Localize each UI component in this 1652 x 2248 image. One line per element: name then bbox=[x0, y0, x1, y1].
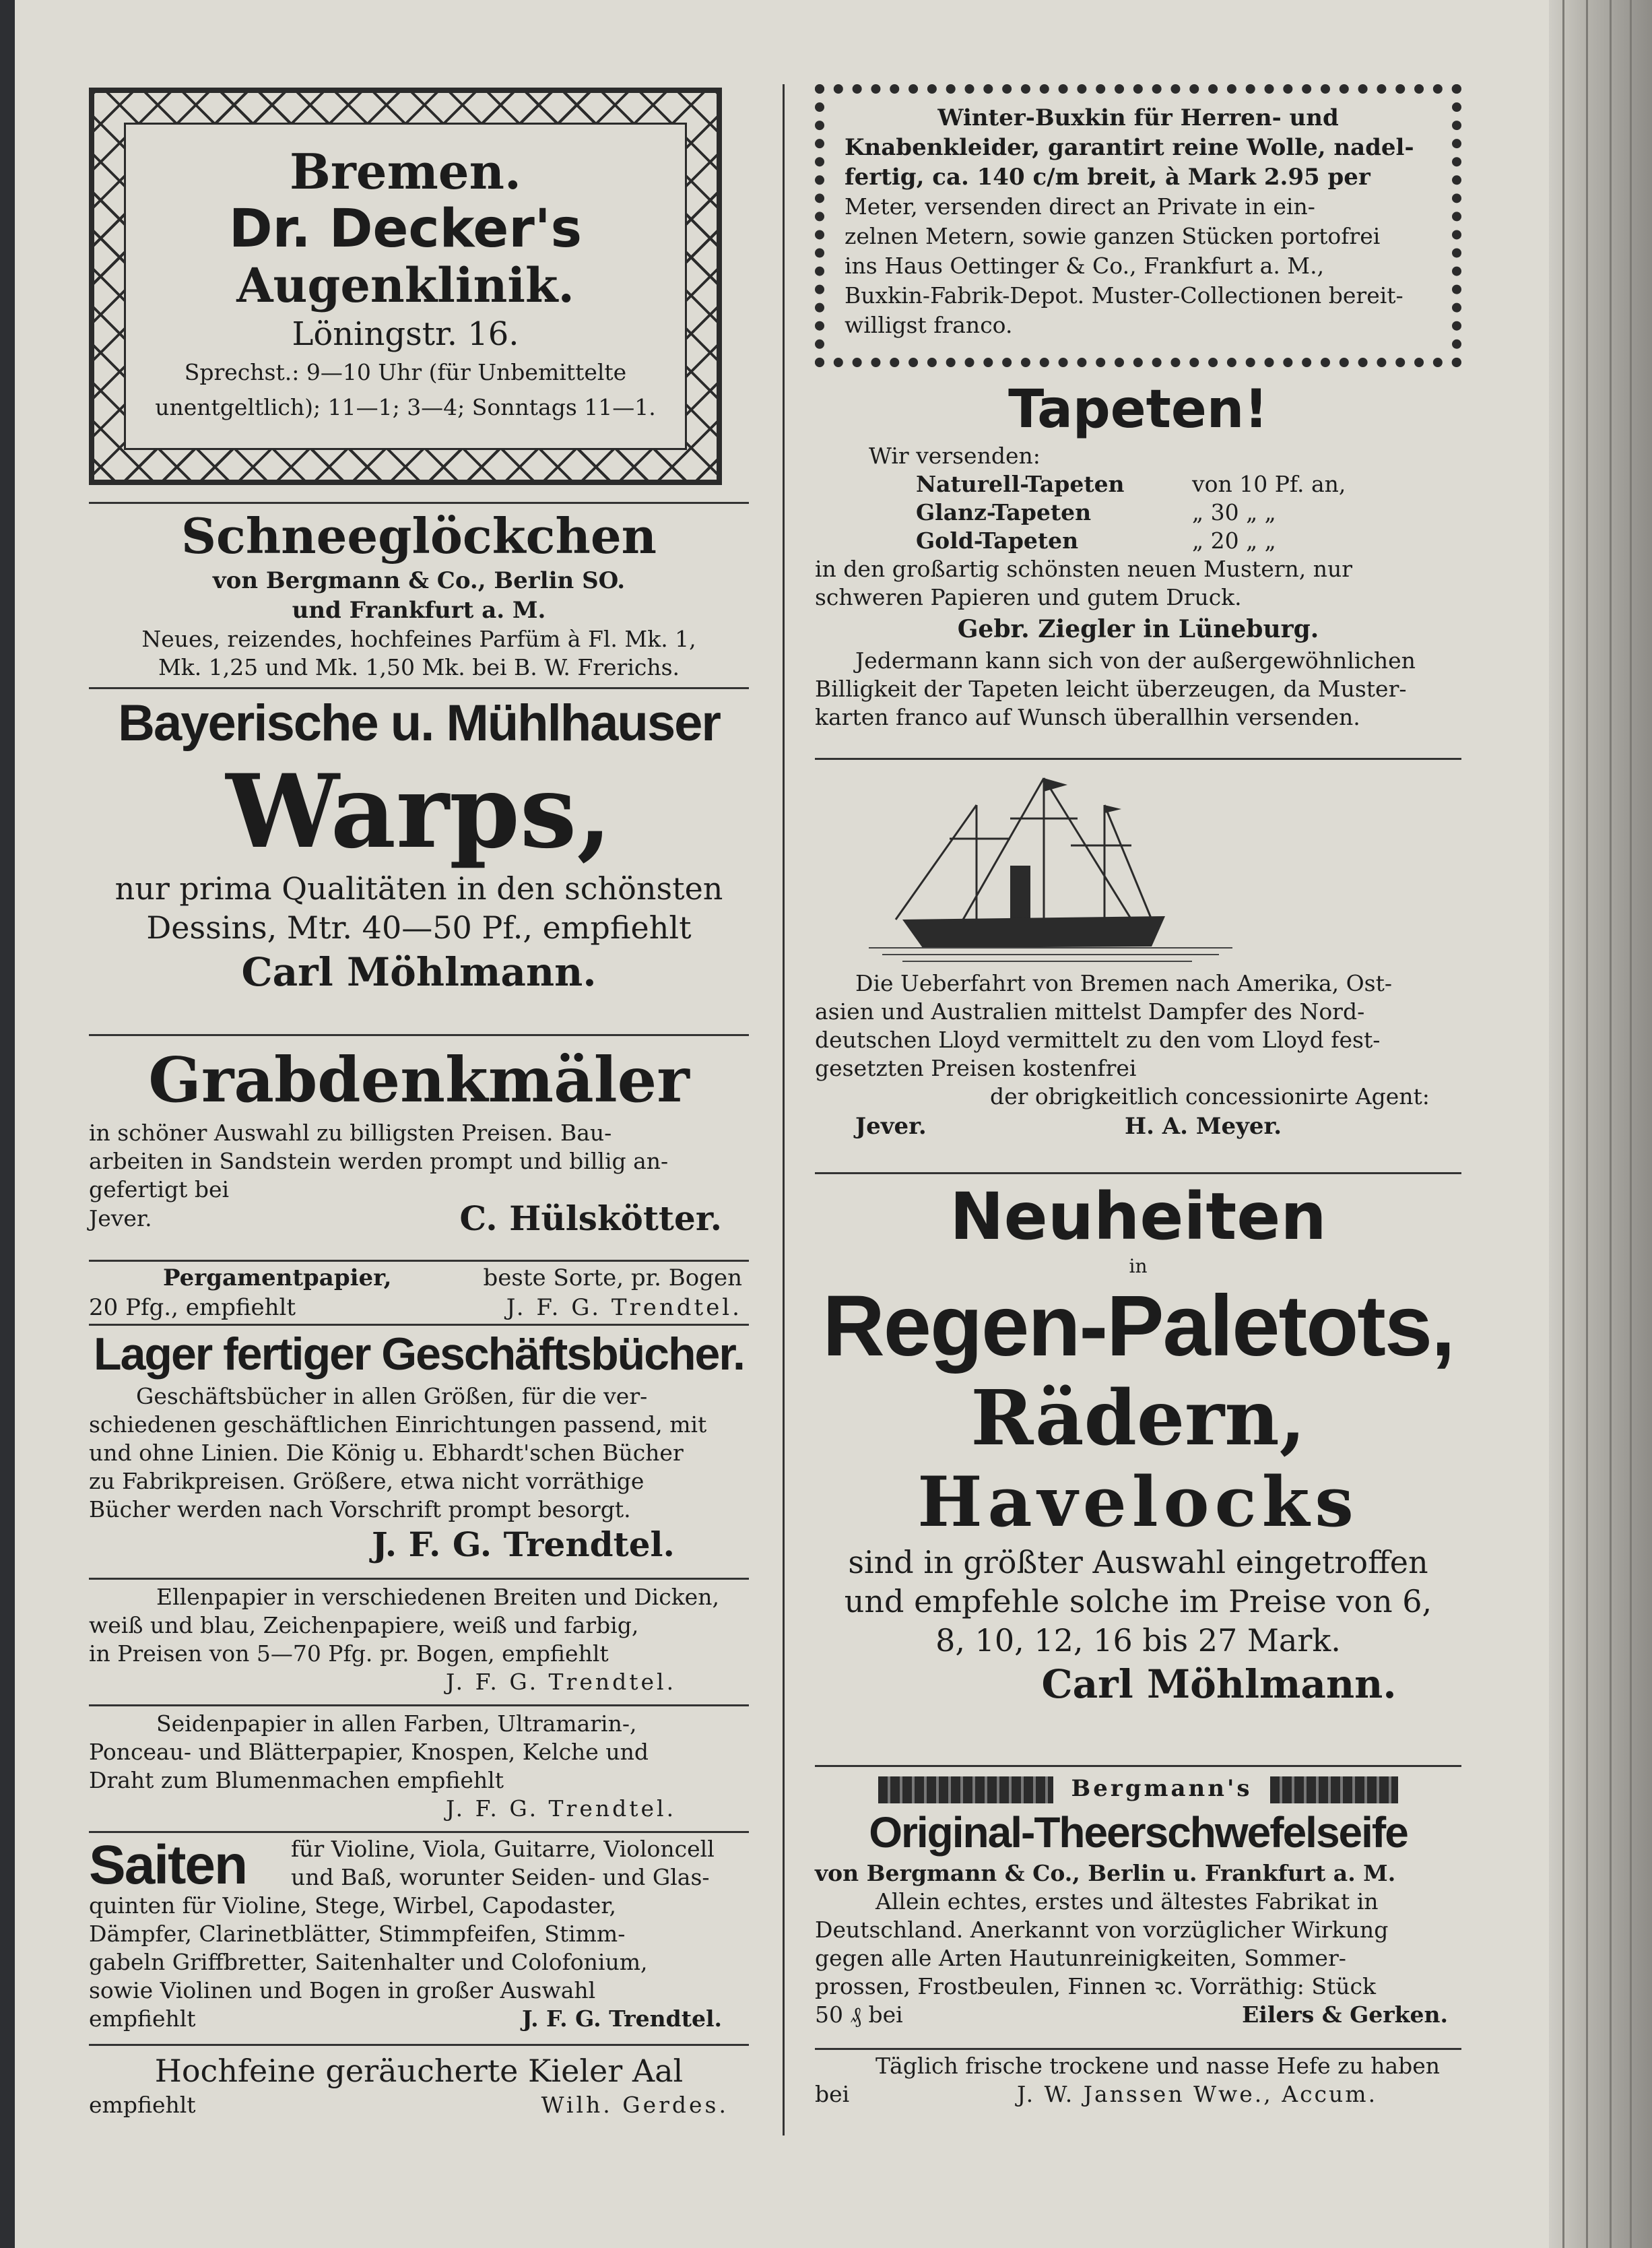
winter-buxkin-ad-border bbox=[815, 84, 1461, 367]
lloyd-line-5: der obrigkeitlich concessionirte Agent: bbox=[990, 1083, 1430, 1110]
lloyd-line-2: asien und Australien mittelst Dampfer des Nord- bbox=[815, 998, 1365, 1025]
grab-line-1: in schöner Auswahl zu billigsten Preisen. Bau- bbox=[89, 1120, 612, 1146]
tapeten-sign: Gebr. Ziegler in Lüneburg. bbox=[957, 615, 1319, 643]
tapeten-line-3: schweren Papieren und gutem Druck. bbox=[815, 584, 1242, 610]
tapeten-item-2-name: Glanz-Tapeten bbox=[916, 499, 1092, 525]
tapeten-item-1-price: von 10 Pf. an, bbox=[1192, 471, 1346, 497]
ellen-sign: J. F. G. Trendtel. bbox=[446, 1669, 677, 1695]
winter-line-4: Meter, versenden direct an Private in ein- bbox=[845, 193, 1315, 220]
decker-address: Löningstr. 16. bbox=[292, 315, 519, 353]
rule bbox=[89, 1578, 749, 1580]
winter-line-5: zelnen Metern, sowie ganzen Stücken portofrei bbox=[845, 223, 1381, 249]
lager-title: Lager fertiger Geschäftsbücher. bbox=[94, 1328, 744, 1380]
grab-sign: C. Hülskötter. bbox=[459, 1198, 722, 1238]
lager-line-4: zu Fabrikpreisen. Größere, etwa nicht vorräthige bbox=[89, 1468, 645, 1494]
hefe-sign: J. W. Janssen Wwe., Accum. bbox=[1017, 2081, 1378, 2107]
neu-paletots: Regen-Paletots, bbox=[822, 1278, 1454, 1374]
saiten-line-5: gabeln Griffbretter, Saitenhalter und Colofonium, bbox=[89, 1949, 648, 1975]
decker-title: Augenklinik. bbox=[236, 257, 574, 313]
warps-title-2: Warps, bbox=[226, 752, 612, 871]
theerschwefelseife-ad bbox=[815, 1772, 1461, 2029]
lloyd-ad bbox=[815, 765, 1461, 1142]
tapeten-intro: Wir versenden: bbox=[869, 443, 1040, 469]
tapeten-item-1-name: Naturell-Tapeten bbox=[916, 471, 1125, 497]
decker-name: Dr. Decker's bbox=[228, 199, 583, 259]
lloyd-line-1: Die Ueberfahrt von Bremen nach Amerika, Ost- bbox=[855, 970, 1393, 996]
grabdenkmaeler-ad bbox=[89, 1041, 749, 1238]
geschaeftsbuecher-ad bbox=[89, 1326, 749, 1566]
aal-ad bbox=[89, 2051, 749, 2119]
berg-sign: Eilers & Gerken. bbox=[1242, 2001, 1448, 2028]
steamship-illustration bbox=[815, 765, 1461, 967]
perg-label: Pergamentpapier, bbox=[163, 1264, 392, 1291]
winter-line-2: Knabenkleider, garantirt reine Wolle, nadel- bbox=[845, 134, 1414, 161]
lager-line-1: Geschäftsbücher in allen Größen, für die ver- bbox=[136, 1383, 648, 1409]
rule bbox=[89, 1260, 749, 1262]
ellen-line-1: Ellenpapier in verschiedenen Breiten und Dicken, bbox=[156, 1584, 719, 1610]
grab-title: Grabdenkmäler bbox=[148, 1043, 690, 1116]
lloyd-sign: H. A. Meyer. bbox=[1125, 1113, 1282, 1140]
hefe-ad bbox=[815, 2052, 1461, 2109]
lager-line-2: schiedenen geschäftlichen Einrichtungen passend, mit bbox=[89, 1411, 707, 1438]
rule bbox=[89, 687, 749, 689]
winter-line-1: Winter-Buxkin für Herren- und bbox=[937, 104, 1339, 131]
neuheiten-ad bbox=[815, 1178, 1461, 1708]
rule bbox=[815, 758, 1461, 760]
saiten-line-2: und Baß, worunter Seiden- und Glas- bbox=[291, 1864, 710, 1890]
perg-text: beste Sorte, pr. Bogen bbox=[483, 1264, 742, 1291]
aal-empfiehlt: empfiehlt bbox=[89, 2092, 196, 2118]
seiden-line-2: Ponceau- und Blätterpapier, Knospen, Kelche und bbox=[89, 1739, 649, 1765]
schneegloeckchen-ad bbox=[89, 507, 749, 682]
berg-line-3: Deutschland. Anerkannt von vorzüglicher Wirkung bbox=[815, 1917, 1389, 1943]
saiten-sign: J. F. G. Trendtel. bbox=[522, 2005, 722, 2032]
berg-line-5: prossen, Frostbeulen, Finnen ꝛc. Vorräthig: Stück bbox=[815, 1973, 1376, 1999]
schnee-line-1: von Bergmann & Co., Berlin SO. bbox=[212, 567, 626, 594]
ornament-bar-left bbox=[878, 1776, 1053, 1803]
tapeten-line-5: Billigkeit der Tapeten leicht überzeugen, da Muster- bbox=[815, 676, 1407, 702]
rule bbox=[815, 1172, 1461, 1174]
lager-sign: J. F. G. Trendtel. bbox=[372, 1524, 675, 1564]
tapeten-item-2-price: „ 30 „ „ bbox=[1192, 499, 1276, 525]
tapeten-line-4: Jedermann kann sich von der außergewöhnlichen bbox=[855, 647, 1416, 674]
winter-line-7: Buxkin-Fabrik-Depot. Muster-Collectionen bereit- bbox=[845, 282, 1403, 309]
lager-line-3: und ohne Linien. Die König u. Ebhardt'schen Bücher bbox=[89, 1440, 684, 1466]
ornament-bar-right bbox=[1270, 1776, 1398, 1803]
saiten-line-3: quinten für Violine, Stege, Wirbel, Capodaster, bbox=[89, 1892, 616, 1919]
tapeten-title: Tapeten! bbox=[1008, 379, 1268, 440]
lloyd-line-3: deutschen Lloyd vermittelt zu den vom Lloyd fest- bbox=[815, 1027, 1381, 1053]
tapeten-ad bbox=[815, 377, 1461, 732]
decker-hours-1: Sprechst.: 9—10 Uhr (für Unbemittelte bbox=[184, 359, 627, 385]
rule bbox=[815, 1765, 1461, 1767]
neu-in: in bbox=[1129, 1255, 1148, 1277]
decker-city: Bremen. bbox=[289, 143, 521, 200]
warps-sign: Carl Möhlmann. bbox=[241, 949, 597, 995]
aal-sign: Wilh. Gerdes. bbox=[541, 2092, 729, 2118]
scan-edge-left bbox=[0, 0, 15, 2248]
tapeten-item-3-name: Gold-Tapeten bbox=[916, 527, 1079, 554]
seiden-sign: J. F. G. Trendtel. bbox=[446, 1795, 677, 1822]
aal-title: Hochfeine geräucherte Kieler Aal bbox=[154, 2053, 684, 2089]
lloyd-place: Jever. bbox=[855, 1113, 927, 1140]
grab-line-3: gefertigt bei bbox=[89, 1176, 230, 1202]
schnee-line-2: und Frankfurt a. M. bbox=[292, 597, 546, 624]
rule bbox=[89, 1034, 749, 1036]
berg-top: Bergmann's bbox=[1071, 1775, 1253, 1802]
warps-line-1: nur prima Qualitäten in den schönsten bbox=[114, 870, 723, 907]
seiden-line-3: Draht zum Blumenmachen empfiehlt bbox=[89, 1767, 504, 1793]
schnee-title: Schneeglöckchen bbox=[181, 507, 657, 565]
hefe-bei: bei bbox=[815, 2081, 850, 2107]
saiten-line-6: sowie Violinen und Bogen in großer Auswahl bbox=[89, 1977, 596, 2003]
ellen-line-3: in Preisen von 5—70 Pfg. pr. Bogen, empfiehlt bbox=[89, 1640, 609, 1667]
winter-line-8: willigst franco. bbox=[845, 312, 1013, 338]
lager-line-5: Bücher werden nach Vorschrift prompt besorgt. bbox=[89, 1496, 631, 1522]
berg-line-2: Allein echtes, erstes und ältestes Fabrikat in bbox=[875, 1888, 1379, 1915]
rule bbox=[89, 1831, 749, 1833]
neu-title: Neuheiten bbox=[950, 1179, 1327, 1254]
berg-line-4: gegen alle Arten Hautunreinigkeiten, Sommer- bbox=[815, 1945, 1346, 1971]
saiten-empfiehlt: empfiehlt bbox=[89, 2005, 196, 2032]
seiden-line-1: Seidenpapier in allen Farben, Ultramarin-, bbox=[156, 1710, 637, 1737]
neu-line-1: sind in größter Auswahl eingetroffen bbox=[848, 1544, 1428, 1580]
decker-ad-border bbox=[89, 88, 722, 485]
neu-sign: Carl Möhlmann. bbox=[1041, 1661, 1397, 1707]
tapeten-line-2: in den großartig schönsten neuen Mustern, nur bbox=[815, 556, 1353, 582]
schnee-line-4: Mk. 1,25 und Mk. 1,50 Mk. bei B. W. Frerichs. bbox=[158, 654, 680, 680]
neu-raedern: Rädern, bbox=[970, 1374, 1306, 1463]
seidenpapier-ad bbox=[89, 1710, 749, 1823]
perg-sign: J. F. G. Trendtel. bbox=[506, 1294, 742, 1321]
rule bbox=[89, 1704, 749, 1706]
neu-line-3: 8, 10, 12, 16 bis 27 Mark. bbox=[935, 1622, 1341, 1659]
rule bbox=[815, 2048, 1461, 2050]
berg-price: 50 ₰ bei bbox=[815, 2001, 903, 2028]
tapeten-line-6: karten franco auf Wunsch überallhin versenden. bbox=[815, 704, 1360, 730]
grab-line-2: arbeiten in Sandstein werden prompt und billig an- bbox=[89, 1148, 669, 1174]
saiten-ad bbox=[89, 1835, 749, 2033]
lloyd-line-4: gesetzten Preisen kostenfrei bbox=[815, 1055, 1137, 1081]
rule bbox=[89, 2044, 749, 2046]
schnee-line-3: Neues, reizendes, hochfeines Parfüm à Fl. Mk. 1, bbox=[141, 626, 696, 652]
grab-place: Jever. bbox=[89, 1205, 152, 1231]
rule bbox=[89, 502, 749, 504]
berg-line-1: von Bergmann & Co., Berlin u. Frankfurt a. M. bbox=[815, 1860, 1396, 1886]
saiten-line-1: für Violine, Viola, Guitarre, Violoncell bbox=[291, 1836, 715, 1862]
ellen-line-2: weiß und blau, Zeichenpapiere, weiß und farbig, bbox=[89, 1612, 639, 1638]
hefe-line-1: Täglich frische trockene und nasse Hefe zu haben bbox=[875, 2053, 1441, 2079]
warps-title-1: Bayerische u. Mühlhauser bbox=[118, 695, 720, 752]
neu-line-2: und empfehle solche im Preise von 6, bbox=[844, 1583, 1432, 1619]
warps-line-2: Dessins, Mtr. 40—50 Pf., empfiehlt bbox=[146, 909, 692, 946]
neu-havelocks: Havelocks bbox=[917, 1462, 1359, 1543]
winter-line-6: ins Haus Oettinger & Co., Frankfurt a. M., bbox=[845, 253, 1325, 279]
ellenpapier-ad bbox=[89, 1583, 749, 1696]
winter-line-3: fertig, ca. 140 c/m breit, à Mark 2.95 per bbox=[845, 164, 1370, 191]
tapeten-item-3-price: „ 20 „ „ bbox=[1192, 527, 1276, 554]
decker-hours-2: unentgeltlich); 11—1; 3—4; Sonntags 11—1. bbox=[155, 394, 656, 420]
pergamentpapier-ad bbox=[89, 1263, 749, 1322]
warps-ad bbox=[89, 693, 749, 997]
page-stack-edge bbox=[1549, 0, 1652, 2248]
perg-price: 20 Pfg., empfiehlt bbox=[89, 1294, 296, 1321]
berg-title: Original-Theerschwefelseife bbox=[869, 1808, 1408, 1857]
saiten-line-4: Dämpfer, Clarinetblätter, Stimmpfeifen, Stimm- bbox=[89, 1921, 626, 1947]
saiten-big: Saiten bbox=[89, 1834, 247, 1896]
column-divider bbox=[783, 84, 785, 2135]
